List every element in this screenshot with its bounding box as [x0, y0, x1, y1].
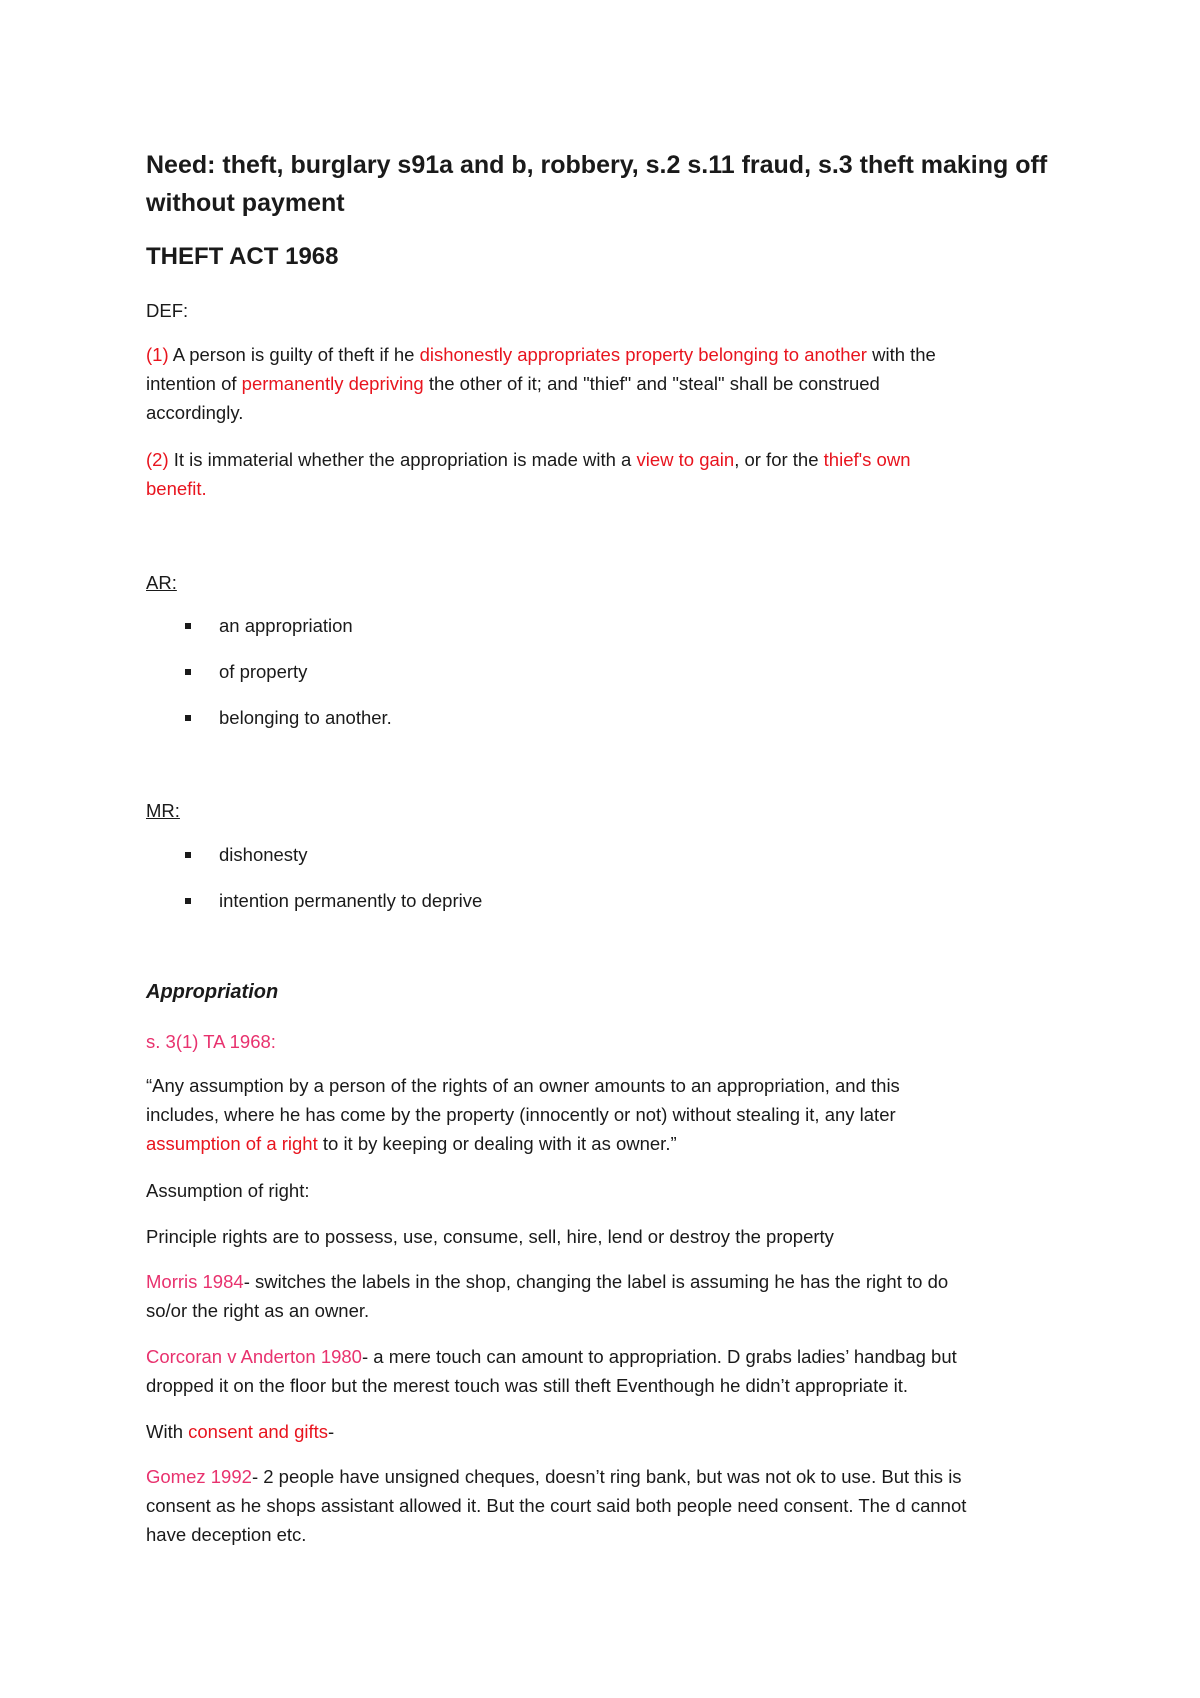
- bullet-icon: [185, 852, 191, 858]
- case-name: Morris 1984: [146, 1271, 244, 1292]
- case-corcoran: [146, 1342, 1066, 1400]
- def-1-text-a: A person is guilty of theft if he: [168, 344, 420, 365]
- def-2-text-a: It is immaterial whether the appropriation is made with a: [168, 449, 637, 470]
- list-item-text: of property: [219, 661, 308, 682]
- case-text: dropped it on the floor but the merest touch was still theft Eventhough he didn’t appropriate it.: [146, 1375, 909, 1396]
- def-1-highlight-a: dishonestly appropriates property belonging to another: [419, 344, 867, 365]
- case-text: so/or the right as an owner.: [146, 1300, 370, 1321]
- section-reference: s. 3(1) TA 1968:: [146, 1031, 276, 1052]
- def-2-highlight-a: view to gain: [636, 449, 735, 470]
- case-text: - 2 people have unsigned cheques, doesn’t ring bank, but was not ok to use. But this is: [251, 1466, 962, 1487]
- consent-text-a: With: [146, 1421, 189, 1442]
- case-name: Corcoran v Anderton 1980: [146, 1346, 362, 1367]
- page-heading: [146, 146, 1066, 222]
- consent-gifts-line: [146, 1417, 1066, 1446]
- ar-label: AR:: [146, 572, 177, 593]
- appropriation-title: Appropriation: [146, 981, 279, 1003]
- case-morris: [146, 1267, 1066, 1325]
- consent-text-b: -: [328, 1421, 335, 1442]
- bullet-icon: [185, 898, 191, 904]
- def-2-highlight-c: benefit.: [146, 478, 207, 499]
- case-text: have deception etc.: [146, 1524, 307, 1545]
- def-paragraph-2: [146, 445, 1066, 503]
- def-2-text-b: , or for the: [734, 449, 824, 470]
- def-1-text-d: the other of it; and "thief" and "steal" shall be construed: [423, 373, 880, 394]
- list-item-text: dishonesty: [219, 844, 308, 865]
- mr-label: MR:: [146, 800, 180, 821]
- bullet-icon: [185, 623, 191, 629]
- bullet-icon: [185, 669, 191, 675]
- def-1-highlight-b: permanently depriving: [241, 373, 424, 394]
- def-paragraph-1: [146, 340, 1066, 427]
- bullet-icon: [185, 715, 191, 721]
- def-1-number: (1): [146, 344, 169, 365]
- quote-line-2: includes, where he has come by the property (innocently or not) without stealing it, any later: [146, 1104, 896, 1125]
- act-title: THEFT ACT 1968: [146, 243, 339, 270]
- list-item-text: intention permanently to deprive: [219, 890, 483, 911]
- def-2-highlight-b: thief's own: [823, 449, 911, 470]
- case-name: Gomez 1992: [146, 1466, 252, 1487]
- appropriation-quote: [146, 1071, 1066, 1158]
- def-1-text-c: intention of: [146, 373, 242, 394]
- case-text: - a mere touch can amount to appropriation. D grabs ladies’ handbag but: [361, 1346, 957, 1367]
- list-item-text: belonging to another.: [219, 707, 392, 728]
- principle-rights: Principle rights are to possess, use, consume, sell, hire, lend or destroy the property: [146, 1226, 834, 1247]
- case-text: - switches the labels in the shop, changing the label is assuming he has the right to do: [243, 1271, 949, 1292]
- heading-line-2: without payment: [146, 189, 345, 217]
- def-label: DEF:: [146, 300, 189, 321]
- def-1-text-b: with the: [866, 344, 936, 365]
- case-text: consent as he shops assistant allowed it. But the court said both people need consent. The d cannot: [146, 1495, 967, 1516]
- assumption-label: Assumption of right:: [146, 1180, 310, 1201]
- quote-line-1: “Any assumption by a person of the rights of an owner amounts to an appropriation, and this: [146, 1075, 900, 1096]
- def-2-number: (2): [146, 449, 169, 470]
- heading-line-1: Need: theft, burglary s91a and b, robbery, s.2 s.11 fraud, s.3 theft making off: [146, 151, 1048, 179]
- def-1-text-e: accordingly.: [146, 402, 244, 423]
- case-gomez: [146, 1462, 1066, 1549]
- list-item-text: an appropriation: [219, 615, 353, 636]
- consent-highlight: consent and gifts: [188, 1421, 329, 1442]
- quote-line-3: to it by keeping or dealing with it as owner.”: [317, 1133, 677, 1154]
- quote-highlight: assumption of a right: [146, 1133, 318, 1154]
